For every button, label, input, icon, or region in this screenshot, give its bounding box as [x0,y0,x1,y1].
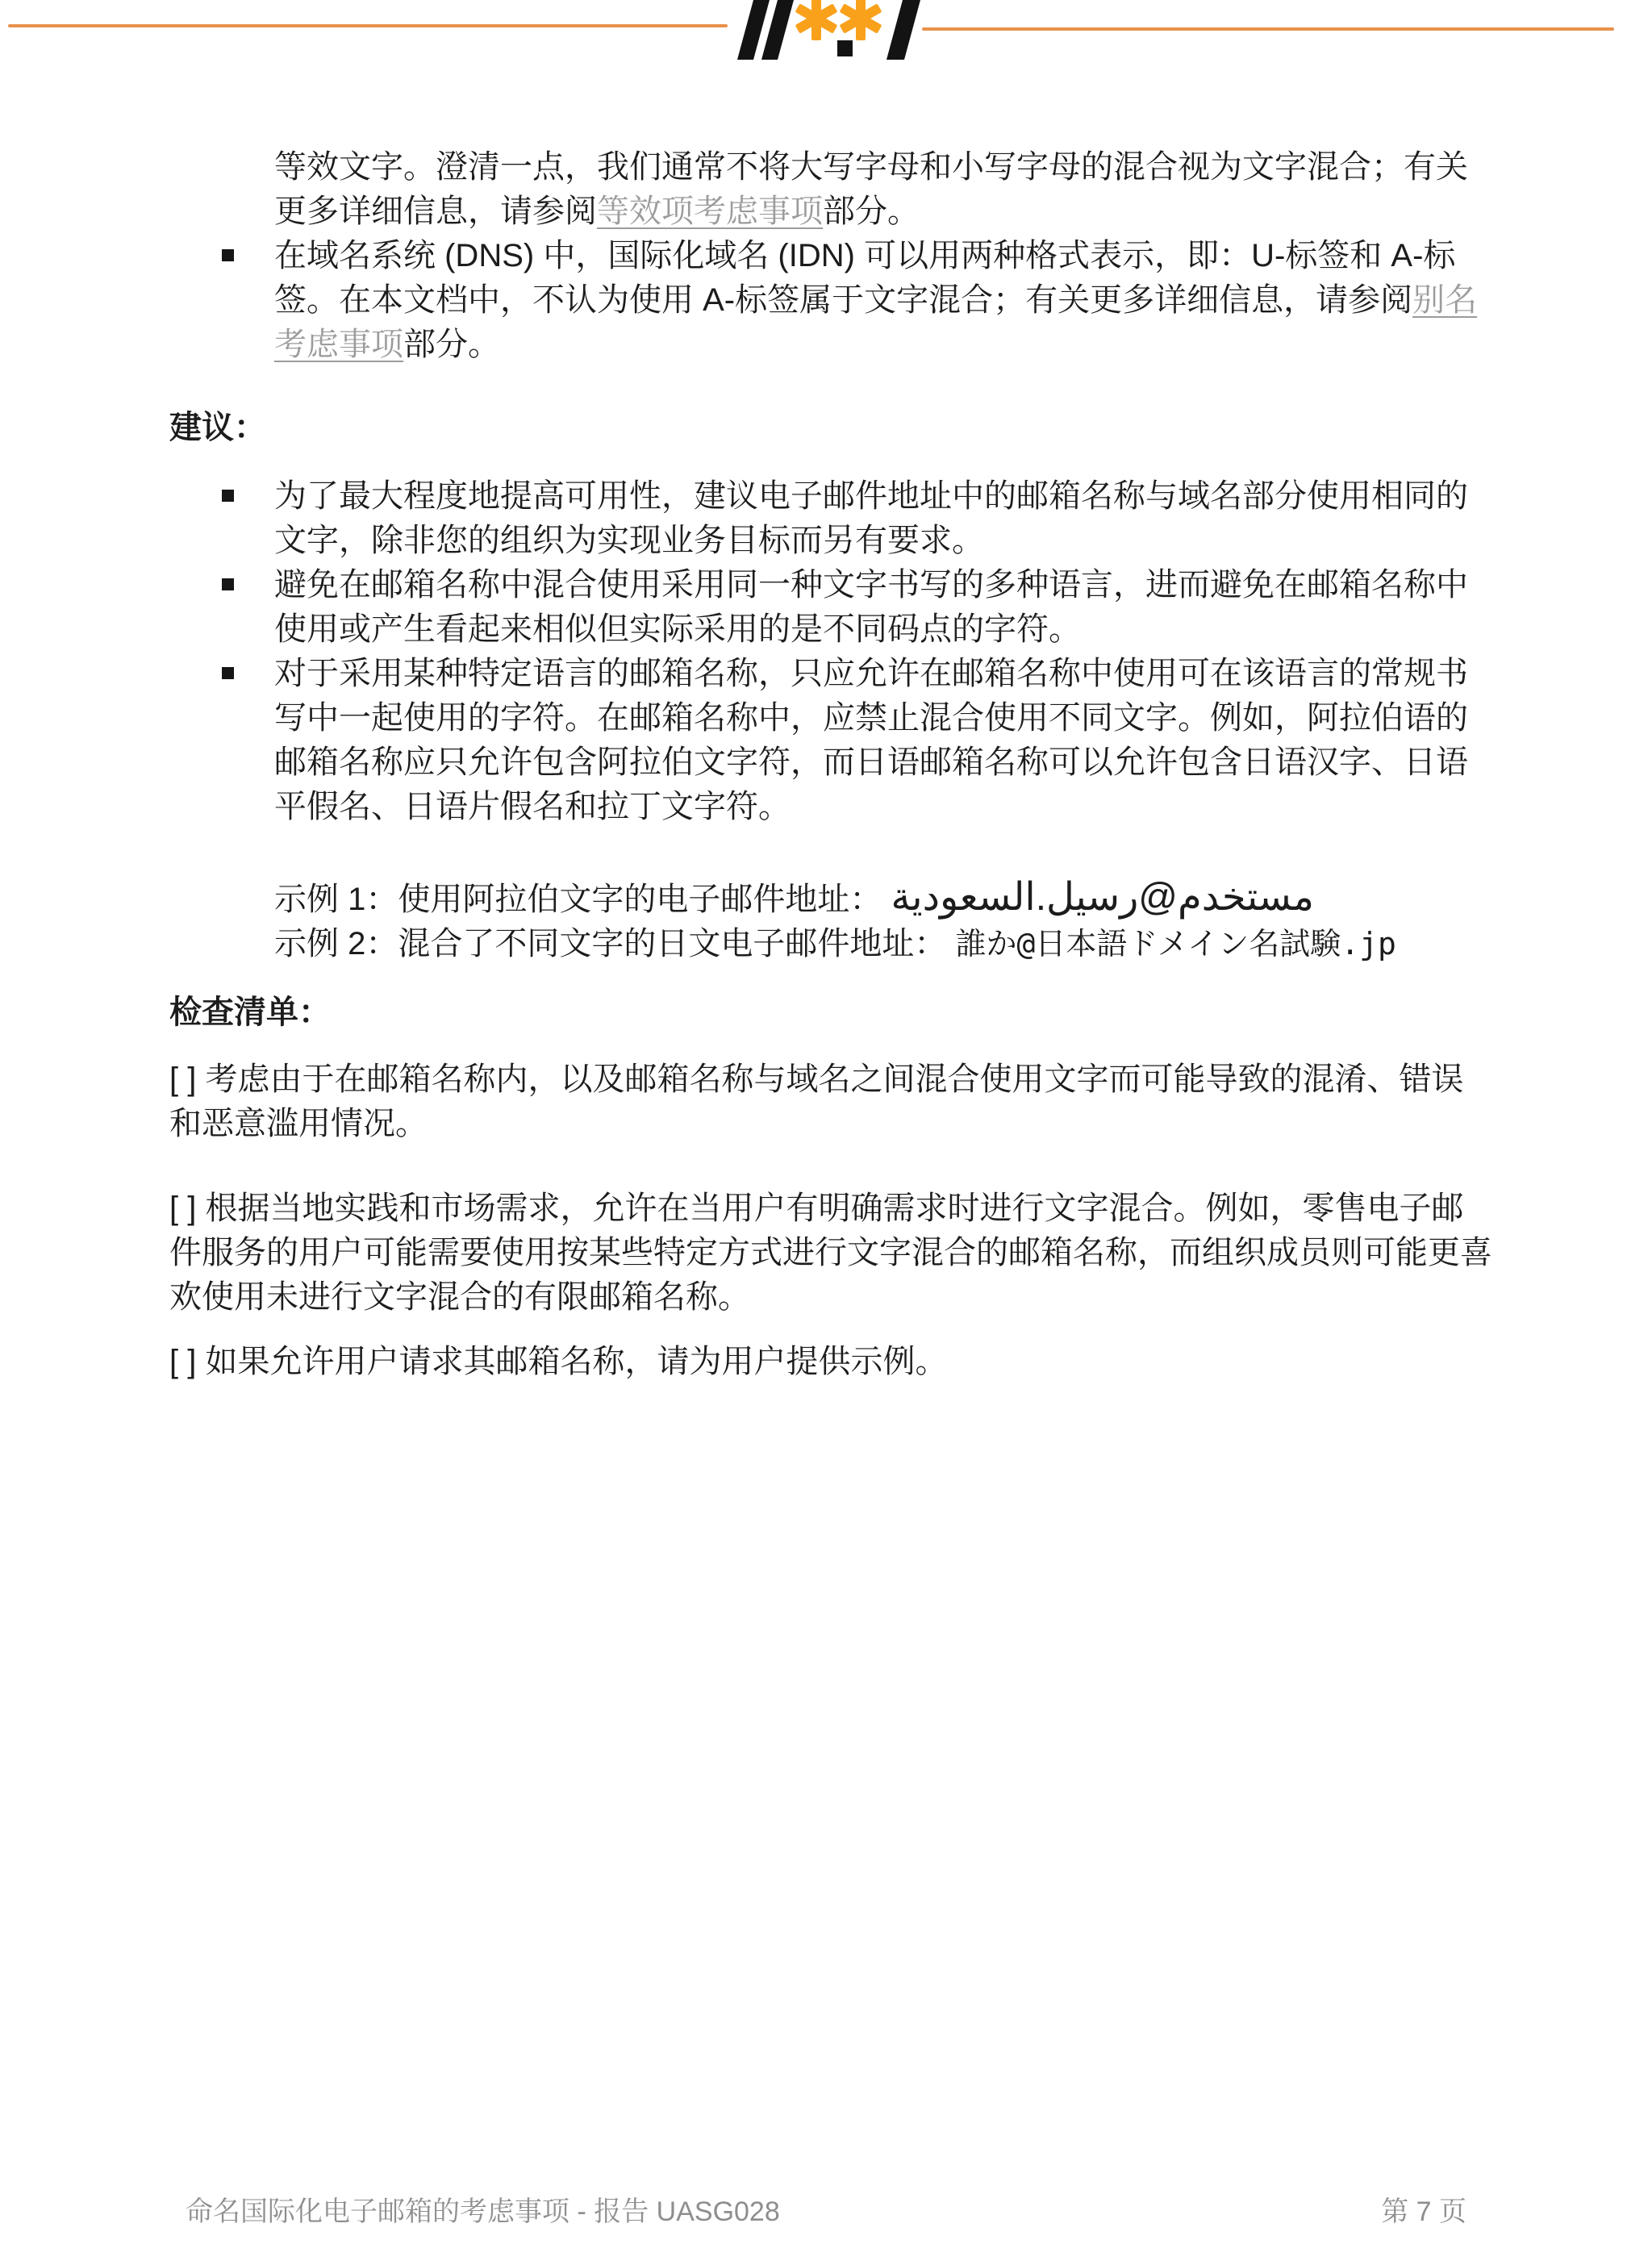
footer-page-number: 第 7 页 [1381,2196,1466,2227]
dns-bullet-item [169,234,1492,367]
text-line: 等效文字。澄清一点，我们通常不将大写字母和小写字母的混合视为文字混合；有关 [274,149,1468,185]
footer-document-title: 命名国际化电子邮箱的考虑事项 - 报告 UASG028 [186,2196,780,2227]
text-line [274,190,1492,234]
bullet-square-icon [222,490,234,502]
bullet-square-icon [222,249,234,261]
intro-paragraph [169,145,1492,234]
document-body [169,145,1492,1384]
examples-block [169,875,1492,966]
checklist-item: [ ] 根据当地实践和市场需求，允许在当用户有明确需求时进行文字混合。例如，零售电子邮 件服务的用户可能需要使用按某些特定方式进行文字混合的邮箱名称，而组织成员则可能更喜 欢使用未进行文字混合的有限邮箱名称。 [169,1191,1492,1315]
example-label: 示例 2：混合了不同文字的日文电子邮件地址： [274,926,956,961]
text-line: 在域名系统 (DNS) 中，国际化域名 (IDN) 可以用两种格式表示，即：U-标签和 A-标 [274,238,1456,273]
asterisk-icon [840,0,882,40]
text-segment: 更多详细信息，请参阅 [274,194,597,229]
asterisk-icon [795,0,838,40]
bullet-square-icon [222,667,234,679]
page-footer [186,2196,1466,2228]
slash-icon [886,0,920,60]
text-line [274,323,1492,367]
recommendations-heading: 建议： [169,410,266,445]
example-label: 示例 1：使用阿拉伯文字的电子邮件地址： [274,882,891,917]
text-segment: 部分。 [823,194,920,229]
text-segment: 部分。 [403,327,500,362]
list-item [169,563,1492,652]
japanese-email-example: 誰か@日本語ドメイン名試験.jp [955,926,1396,961]
recommendations-list [169,474,1492,829]
example-line [274,922,1492,966]
checklist-item: [ ] 如果允许用户请求其邮箱名称，请为用户提供示例。 [169,1344,948,1379]
bullet-square-icon [222,578,234,590]
text-line [274,278,1492,323]
header-rule-right [922,27,1614,31]
example-line [274,875,1492,922]
list-item-text: 避免在邮箱名称中混合使用采用同一种文字书写的多种语言，进而避免在邮箱名称中 使用或产生看起来相似但实际采用的是不同码点的字符。 [274,567,1468,647]
list-item [169,652,1492,829]
list-item-text: 为了最大程度地提高可用性，建议电子邮件地址中的邮箱名称与域名部分使用相同的 文字，除非您的组织为实现业务目标而另有要求。 [274,478,1468,558]
checklist-item: [ ] 考虑由于在邮箱名称内，以及邮箱名称与域名之间混合使用文字而可能导致的混淆、错误 和恶意滥用情况。 [169,1062,1464,1141]
text-segment: 签。在本文档中，不认为使用 A-标签属于文字混合；有关更多详细信息，请参阅 [274,282,1413,318]
arabic-email-example: مستخدم@رسيل.السعودية [891,876,1314,919]
equivalence-considerations-link[interactable]: 等效项考虑事项 [597,194,823,229]
checklist-heading: 检查清单： [169,995,331,1030]
list-item [169,474,1492,563]
alias-considerations-link[interactable]: 别名 [1412,282,1478,318]
header-rule-left [8,24,728,27]
dot-icon [837,40,853,56]
alias-considerations-link[interactable]: 考虑事项 [274,327,403,362]
uasg-logo-icon [729,0,923,60]
list-item-text: 对于采用某种特定语言的邮箱名称，只应允许在邮箱名称中使用可在该语言的常规书 写中一起使用的字符。在邮箱名称中，应禁止混合使用不同文字。例如，阿拉伯语的 邮箱名称应只允许包含阿拉伯文字符，而日语邮箱名称可以允许包含日语汉字、日语 平假名、日语片假名和拉丁文字符。 [274,656,1468,824]
